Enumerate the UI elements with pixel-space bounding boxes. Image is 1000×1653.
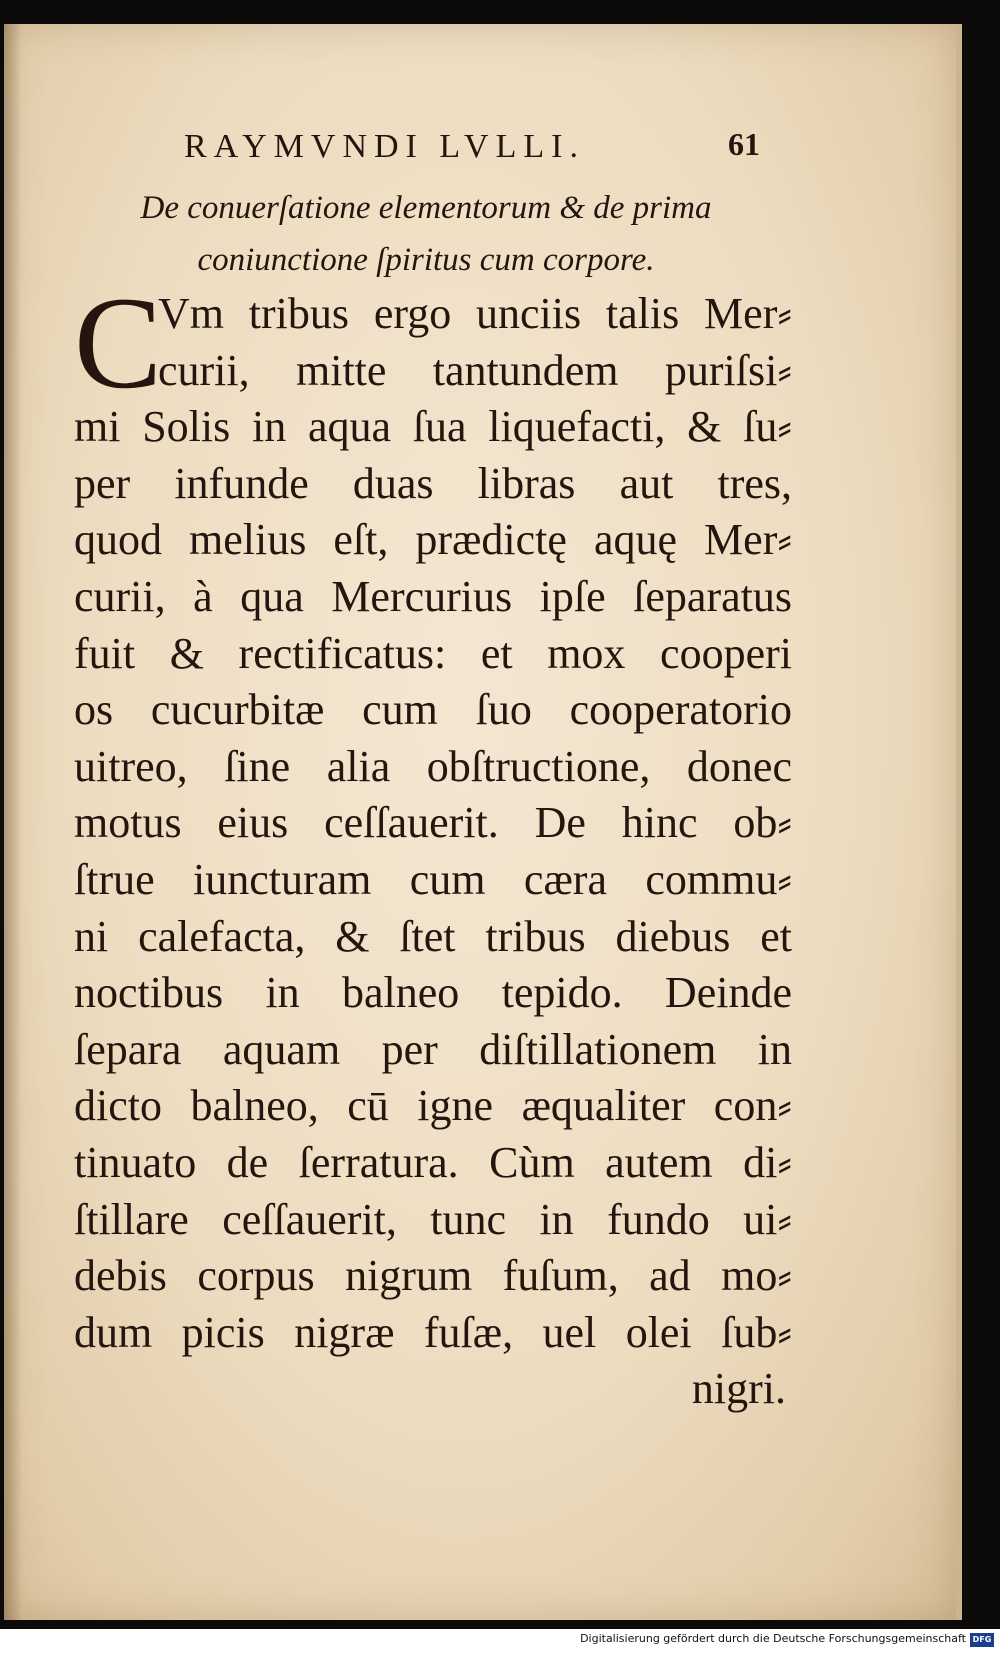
text-line-last: nigri. bbox=[691, 1364, 786, 1414]
text-line: noctibus in balneo tepido. Deinde bbox=[74, 968, 792, 1018]
drop-cap: C bbox=[74, 269, 163, 416]
text-line: uitreo, ſine alia obſtructione, donec bbox=[74, 741, 792, 791]
text-line: motus eius ceſſauerit. De hinc ob⸗ bbox=[74, 798, 792, 848]
text-line: curii, à qua Mercurius ipſe ſeparatus bbox=[74, 571, 792, 621]
text-line: mi Solis in aqua ſua liquefacti, & ſu⸗ bbox=[74, 402, 792, 452]
text-line: ſtrue iuncturam cum cæra commu⸗ bbox=[74, 854, 792, 904]
footer-bar bbox=[0, 1629, 1000, 1653]
text-line: fuit & rectificatus: et mox cooperi bbox=[74, 628, 792, 678]
funding-credit: Digitalisierung gefördert durch die Deutsche Forschungsgemeinschaft bbox=[580, 1632, 966, 1645]
dfg-logo-icon: DFG bbox=[970, 1633, 994, 1647]
text-line: dicto balneo, cū igne æqualiter con⸗ bbox=[74, 1081, 792, 1131]
page-number: 61 bbox=[728, 126, 760, 162]
running-head: RAYMVNDI LVLLI. bbox=[184, 128, 585, 165]
text-line: ni calefacta, & ſtet tribus diebus et bbox=[74, 911, 792, 961]
text-line: tinuato de ſerratura. Cùm autem di⸗ bbox=[74, 1137, 792, 1187]
text-line: os cucurbitæ cum ſuo cooperatorio bbox=[74, 685, 792, 735]
text-line: ſtillare ceſſauerit, tunc in fundo ui⸗ bbox=[74, 1194, 792, 1244]
text-line: ſepara aquam per diſtillationem in bbox=[74, 1024, 792, 1074]
text-line: dum picis nigræ fuſæ, uel olei ſub⸗ bbox=[74, 1307, 792, 1357]
text-line: Vm tribus ergo unciis talis Mer⸗ bbox=[158, 289, 792, 338]
text-line: quod melius eſt, prædictę aquę Mer⸗ bbox=[74, 515, 792, 565]
chapter-title-line: coniunctione ſpiritus cum corpore. bbox=[197, 242, 655, 278]
text-line: per infunde duas libras aut tres, bbox=[74, 458, 792, 508]
body-text bbox=[74, 269, 792, 1418]
text-line: curii, mitte tantundem puriſsi⸗ bbox=[158, 345, 792, 395]
book-page bbox=[4, 24, 962, 1620]
text-line: debis corpus nigrum fuſum, ad mo⸗ bbox=[74, 1251, 792, 1301]
chapter-title-line: De conuerſatione elementorum & de prima bbox=[140, 190, 712, 226]
chapter-title bbox=[116, 182, 736, 286]
